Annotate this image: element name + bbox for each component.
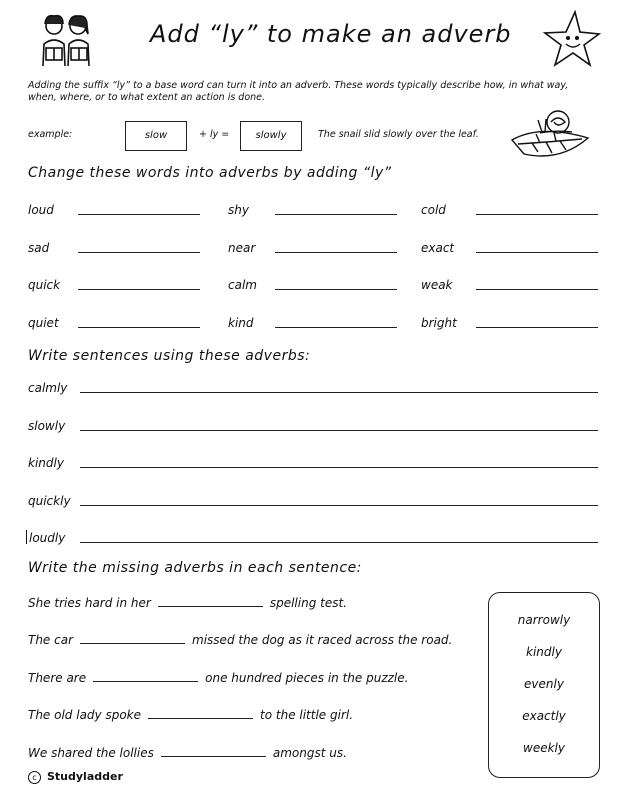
page-title: Add “ly” to make an adverb (150, 20, 512, 48)
cloze-before-4: The old lady spoke (28, 708, 142, 722)
answer-line-exact[interactable] (476, 252, 598, 253)
word-bank-item: weekly (523, 741, 565, 755)
answer-line-quiet[interactable] (78, 327, 200, 328)
word-bright: bright (421, 316, 457, 330)
cloze-sentence-4 (28, 708, 353, 722)
word-bank-item: evenly (524, 677, 564, 691)
example-plus-ly: + ly = (199, 129, 230, 140)
sentence-line-kindly[interactable] (80, 467, 598, 468)
cloze-before-1: She tries hard in her (28, 596, 151, 610)
word-bank (488, 592, 600, 778)
cloze-after-2: missed the dog as it raced across the road. (192, 633, 453, 647)
cloze-blank-3[interactable] (93, 671, 198, 682)
word-calm: calm (228, 278, 257, 292)
word-quiet: quiet (28, 316, 59, 330)
cloze-sentence-5 (28, 746, 347, 760)
word-weak: weak (421, 278, 453, 292)
cloze-sentence-1 (28, 596, 347, 610)
word-quick: quick (28, 278, 61, 292)
sentence-line-calmly[interactable] (80, 392, 598, 393)
word-bank-item: kindly (526, 645, 562, 659)
cloze-before-2: The car (28, 633, 74, 647)
section3-heading: Write the missing adverbs in each sentence: (28, 560, 362, 576)
footer-brand: Studyladder (47, 770, 123, 783)
answer-line-loud[interactable] (78, 214, 200, 215)
copyright-icon: c (28, 771, 41, 784)
cloze-after-1: spelling test. (269, 596, 347, 610)
word-exact: exact (421, 241, 455, 255)
cloze-blank-5[interactable] (161, 746, 266, 757)
answer-line-weak[interactable] (476, 289, 598, 290)
cloze-after-5: amongst us. (272, 746, 347, 760)
example-result-box: slowly (240, 121, 302, 151)
word-bank-item: narrowly (517, 613, 571, 627)
cloze-before-5: We shared the lollies (28, 746, 154, 760)
adverb-quickly: quickly (28, 494, 71, 508)
cloze-sentence-3 (28, 671, 408, 685)
cloze-after-4: to the little girl. (260, 708, 354, 722)
cloze-sentence-2 (28, 633, 452, 647)
answer-line-kind[interactable] (275, 327, 397, 328)
word-loud: loud (28, 203, 54, 217)
answer-line-calm[interactable] (275, 289, 397, 290)
snail-on-leaf-illustration (510, 104, 590, 164)
example-base-box: slow (125, 121, 187, 151)
word-near: near (228, 241, 256, 255)
adverb-calmly: calmly (28, 381, 68, 395)
answer-line-cold[interactable] (476, 214, 598, 215)
answer-line-sad[interactable] (78, 252, 200, 253)
word-sad: sad (28, 241, 50, 255)
sentence-line-loudly[interactable] (80, 542, 598, 543)
word-cold: cold (421, 203, 446, 217)
sentence-line-quickly[interactable] (80, 505, 598, 506)
adverb-loudly: loudly (29, 531, 66, 545)
text-cursor (26, 530, 27, 544)
adverb-kindly: kindly (28, 456, 64, 470)
answer-line-bright[interactable] (476, 327, 598, 328)
example-sentence: The snail slid slowly over the leaf. (318, 129, 479, 140)
cloze-after-3: one hundred pieces in the puzzle. (205, 671, 409, 685)
section1-heading: Change these words into adverbs by adding “ly” (28, 165, 392, 181)
word-kind: kind (228, 316, 254, 330)
adverb-slowly: slowly (28, 419, 66, 433)
cloze-blank-1[interactable] (158, 596, 263, 607)
answer-line-quick[interactable] (78, 289, 200, 290)
answer-line-near[interactable] (275, 252, 397, 253)
cloze-blank-4[interactable] (148, 708, 253, 719)
example-label: example: (28, 129, 73, 140)
answer-line-shy[interactable] (275, 214, 397, 215)
section2-heading: Write sentences using these adverbs: (28, 348, 311, 364)
word-bank-item: exactly (522, 709, 566, 723)
cloze-blank-2[interactable] (80, 633, 185, 644)
footer (28, 770, 123, 784)
intro-paragraph: Adding the suffix “ly” to a base word can turn it into an adverb. These words typically describe how, in what way, when, where, or to what extent an action is done. (28, 80, 569, 103)
word-shy: shy (228, 203, 249, 217)
cloze-before-3: There are (28, 671, 87, 685)
sentence-line-slowly[interactable] (80, 430, 598, 431)
kids-reading-illustration (38, 10, 96, 68)
star-icon (543, 10, 601, 68)
